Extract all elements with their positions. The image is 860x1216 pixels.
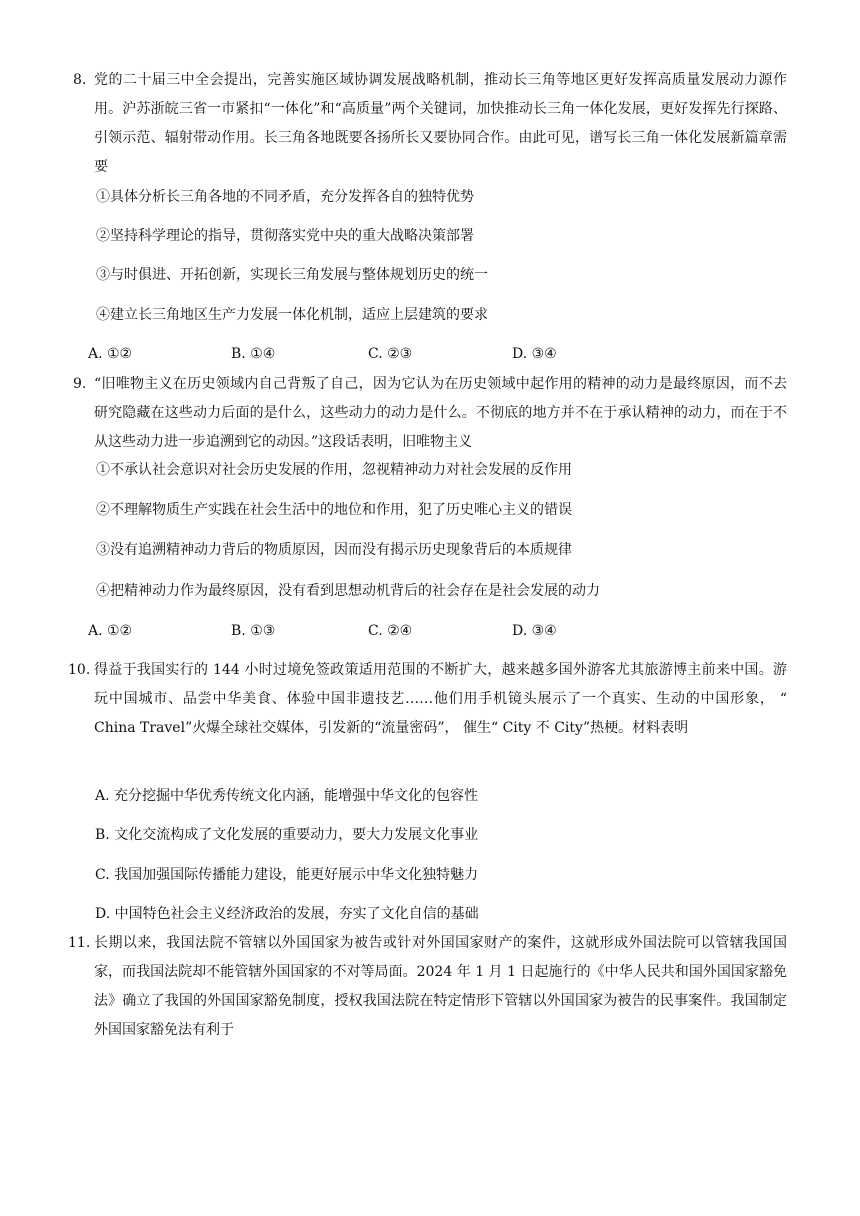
statement-1: ①不承认社会意识对社会历史发展的作用，忽视精神动力对社会发展的反作用 <box>96 462 572 478</box>
statement-2: ②不理解物质生产实践在社会生活中的地位和作用，犯了历史唯心主义的错误 <box>96 502 572 518</box>
choice-d: D. ③④ <box>512 346 557 362</box>
question-stem: “旧唯物主义在历史领域内自己背叛了自己，因为它认为在历史领域中起作用的精神的动力是最终原因，而不去研究隐藏在这些动力后面的是什么，这些动力的动力是什么。不彻底的地方并不在于承认精神的动力，而在于不从这些动力进一步追溯到它的动因。”这段话表明，旧唯物主义 <box>94 376 787 450</box>
choice-a: A. ①② <box>88 346 133 362</box>
choice-c: C. ②③ <box>368 346 413 362</box>
choice-d: D. ③④ <box>512 623 557 639</box>
statement-1: ①具体分析长三角各地的不同矛盾，充分发挥各自的独特优势 <box>96 189 474 205</box>
question-number: 10. <box>68 662 91 678</box>
question-number: 8. <box>73 72 87 88</box>
choice-a: A. ①② <box>88 623 133 639</box>
statement-4: ④建立长三角地区生产力发展一体化机制，适应上层建筑的要求 <box>96 307 488 323</box>
question-stem: 长期以来，我国法院不管辖以外国国家为被告或针对外国国家财产的案件，这就形成外国法院可以管辖我国国家，而我国法院却不能管辖外国国家的不对等局面。2024 年 1 月 1 日起施行的《中华人民共和国外国国家豁免法》确立了我国的外国国家豁免制度，授权我国法院在特定情形下管辖以外国国家为被告的民事案件。我国制定外国国家豁免法有利于 <box>94 935 787 1038</box>
question-number: 9. <box>73 376 87 392</box>
option-a: A. 充分挖掘中华优秀传统文化内涵，能增强中华文化的包容性 <box>95 788 479 804</box>
question-number: 11. <box>68 935 91 951</box>
choice-b: B. ①④ <box>231 346 276 362</box>
option-b: B. 文化交流构成了文化发展的重要动力，要大力发展文化事业 <box>95 827 479 843</box>
statement-3: ③与时俱进、开拓创新，实现长三角发展与整体规划历史的统一 <box>96 267 488 283</box>
choice-b: B. ①③ <box>231 623 276 639</box>
statement-2: ②坚持科学理论的指导，贯彻落实党中央的重大战略决策部署 <box>96 228 474 244</box>
option-c: C. 我国加强国际传播能力建设，能更好展示中华文化独特魅力 <box>95 867 479 883</box>
option-d: D. 中国特色社会主义经济政治的发展，夯实了文化自信的基础 <box>95 906 479 922</box>
statement-4: ④把精神动力作为最终原因，没有看到思想动机背后的社会存在是社会发展的动力 <box>96 583 600 599</box>
choice-c: C. ②④ <box>368 623 413 639</box>
statement-3: ③没有追溯精神动力背后的物质原因，因而没有揭示历史现象背后的本质规律 <box>96 542 572 558</box>
question-stem: 党的二十届三中全会提出，完善实施区域协调发展战略机制，推动长三角等地区更好发挥高质量发展动力源作用。沪苏浙皖三省一市紧扣“一体化”和“高质量”两个关键词，加快推动长三角一体化发展，更好发挥先行探路、引领示范、辐射带动作用。长三角各地既要各扬所长又要协同合作。由此可见，谱写长三角一体化发展新篇章需要 <box>94 72 787 175</box>
question-stem: 得益于我国实行的 144 小时过境免签政策适用范围的不断扩大，越来越多国外游客尤其旅游博主前来中国。游玩中国城市、品尝中华美食、体验中国非遗技艺……他们用手机镜头展示了一个真实、生动的中国形象， “ China Travel”火爆全球社交媒体，引发新的“流量密码”， 催生“ City 不 City”热梗。材料表明 <box>94 662 787 736</box>
